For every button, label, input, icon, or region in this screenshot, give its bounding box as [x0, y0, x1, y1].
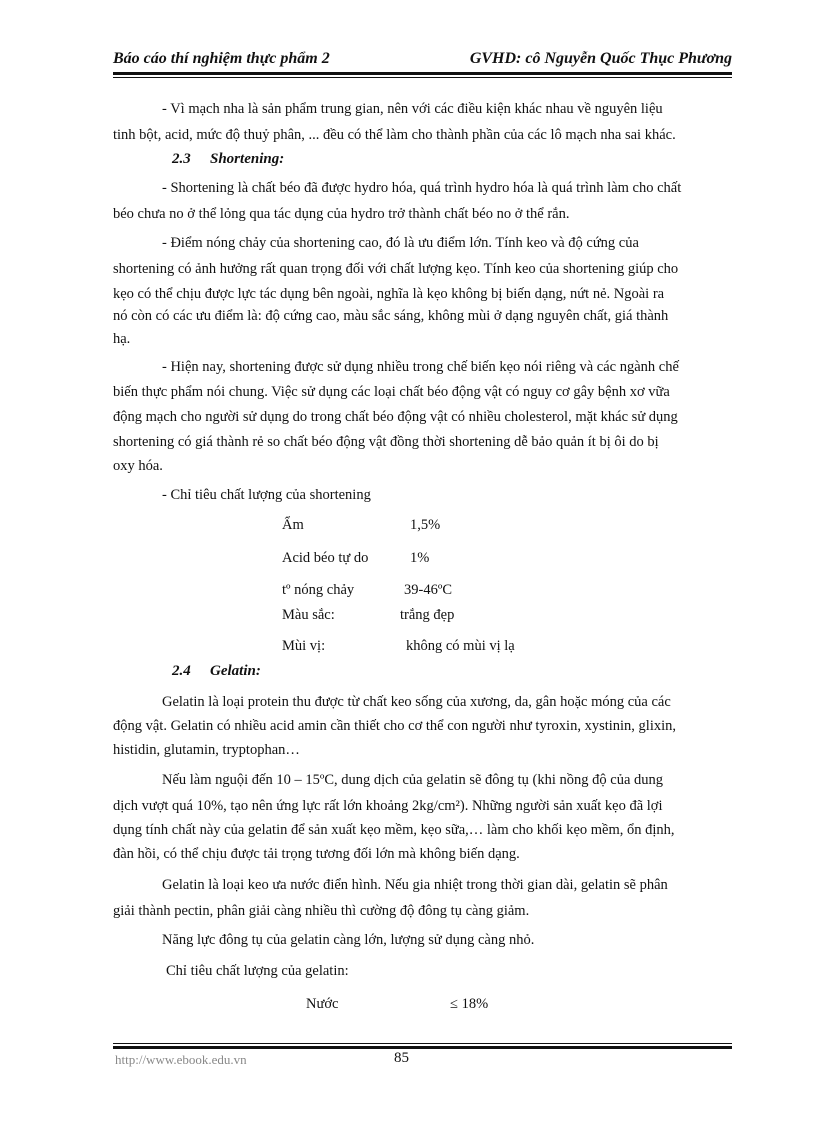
- para-gelatin-3-line-2: giải thành pectin, phân giải càng nhiều thì cường độ đông tụ càng giảm.: [113, 903, 530, 919]
- para-shortening-2-line-4: nó còn có các ưu điểm là: độ cứng cao, màu sắc sáng, không mùi ở dạng nguyên chất, giá thành: [113, 308, 669, 324]
- section-title-shortening: Shortening:: [210, 151, 285, 167]
- header-rule-thick: [113, 72, 732, 75]
- footer-rule-thin: [113, 1043, 732, 1044]
- para-shortening-3-line-4: shortening có giá thành rẻ so chất béo động vật đồng thời shortening dễ bảo quản ít bị ôi do bị: [113, 434, 659, 450]
- footer-rule-thick: [113, 1046, 732, 1049]
- section-title-gelatin: Gelatin:: [210, 663, 261, 679]
- spec-value: trắng đẹp: [400, 607, 455, 623]
- page-header: [113, 50, 732, 72]
- para-gelatin-1-line-3: histidin, glutamin, tryptophan…: [113, 742, 300, 758]
- para-gelatin-2-line-4: đàn hồi, có thể chịu được tải trọng tương đối lớn mà không biến dạng.: [113, 846, 520, 862]
- header-report-title: Báo cáo thí nghiệm thực phẩm 2: [113, 50, 330, 67]
- para-gelatin-2-line-2: dịch vượt quá 10%, tạo nên ứng lực rất lớn khoảng 2kg/cm²). Những người sản xuất kẹo đã lợi: [113, 798, 663, 814]
- para-shortening-2-line-3: kẹo có thể chịu được lực tác dụng bên ngoài, nghĩa là kẹo không bị biến dạng, nứt nẻ. Ngoài ra: [113, 286, 665, 302]
- section-number-2-3: 2.3: [172, 151, 191, 167]
- spec-label: Màu sắc:: [282, 607, 335, 623]
- para-gelatin-1-line-1: Gelatin là loại protein thu được từ chất keo sống của xương, da, gân hoặc móng của các: [162, 694, 671, 710]
- para-shortening-1-line-1: - Shortening là chất béo đã được hydro hóa, quá trình hydro hóa là quá trình làm cho chất: [162, 180, 682, 196]
- page-number: 85: [394, 1050, 409, 1066]
- para-gelatin-1-line-2: động vật. Gelatin có nhiều acid amin cần thiết cho cơ thể con người như tyroxin, xystinin, glixin,: [113, 718, 677, 734]
- para-shortening-1-line-2: béo chưa no ở thể lỏng qua tác dụng của hydro trở thành chất béo no ở thể rắn.: [113, 206, 570, 222]
- spec-value: 39-46ºC: [404, 582, 452, 598]
- spec-label: Mùi vị:: [282, 638, 326, 654]
- footer-url: http://www.ebook.edu.vn: [115, 1052, 247, 1067]
- para-gelatin-3-line-1: Gelatin là loại keo ưa nước điển hình. Nếu gia nhiệt trong thời gian dài, gelatin sẽ phân: [162, 877, 668, 893]
- spec-label: tº nóng chảy: [282, 582, 355, 598]
- section-number-2-4: 2.4: [172, 663, 191, 679]
- para-malt-line-2: tinh bột, acid, mức độ thuỷ phân, ... đều có thể làm cho thành phần của các lô mạch nha sai khác.: [113, 127, 676, 143]
- header-instructor: GVHD: cô Nguyễn Quốc Thục Phương: [469, 50, 732, 67]
- spec-value: 1%: [410, 550, 430, 566]
- para-shortening-2-line-2: shortening có ảnh hưởng rất quan trọng đối với chất lượng kẹo. Tính keo của shortening giúp cho: [113, 261, 679, 277]
- spec-label: Nước: [306, 996, 339, 1012]
- para-gelatin-2-line-3: dụng tính chất này của gelatin để sản xuất kẹo mềm, kẹo sữa,… làm cho khối kẹo mềm, ổn định,: [113, 822, 675, 838]
- para-gelatin-4: Năng lực đông tụ của gelatin càng lớn, lượng sử dụng càng nhỏ.: [162, 932, 535, 948]
- para-shortening-3-line-2: biến thực phẩm nói chung. Việc sử dụng các loại chất béo động vật có nguy cơ gây bệnh xơ vữa: [113, 384, 670, 400]
- spec-label: Acid béo tự do: [282, 550, 369, 566]
- shortening-spec-intro: - Chỉ tiêu chất lượng của shortening: [162, 487, 371, 503]
- para-shortening-2-line-1: - Điểm nóng chảy của shortening cao, đó là ưu điểm lớn. Tính keo và độ cứng của: [162, 235, 639, 251]
- spec-value: ≤ 18%: [450, 996, 489, 1012]
- para-shortening-3-line-3: động mạch cho người sử dụng do trong chất béo động vật có nhiều cholesterol, mặt khác sử dụng: [113, 409, 678, 425]
- header-rule-thin: [113, 77, 732, 78]
- para-shortening-3-line-1: - Hiện nay, shortening được sử dụng nhiều trong chế biến kẹo nói riêng và các ngành chế: [162, 359, 679, 375]
- gelatin-spec-intro: Chỉ tiêu chất lượng của gelatin:: [166, 963, 349, 979]
- spec-label: Ẩm: [282, 517, 304, 533]
- para-shortening-2-line-5: hạ.: [113, 331, 131, 347]
- spec-value: không có mùi vị lạ: [406, 638, 515, 654]
- para-shortening-3-line-5: oxy hóa.: [113, 458, 163, 474]
- para-malt-line-1: - Vì mạch nha là sản phẩm trung gian, nên với các điều kiện khác nhau về nguyên liệu: [162, 101, 663, 117]
- spec-value: 1,5%: [410, 517, 441, 533]
- para-gelatin-2-line-1: Nếu làm nguội đến 10 – 15ºC, dung dịch của gelatin sẽ đông tụ (khi nồng độ của dung: [162, 772, 664, 788]
